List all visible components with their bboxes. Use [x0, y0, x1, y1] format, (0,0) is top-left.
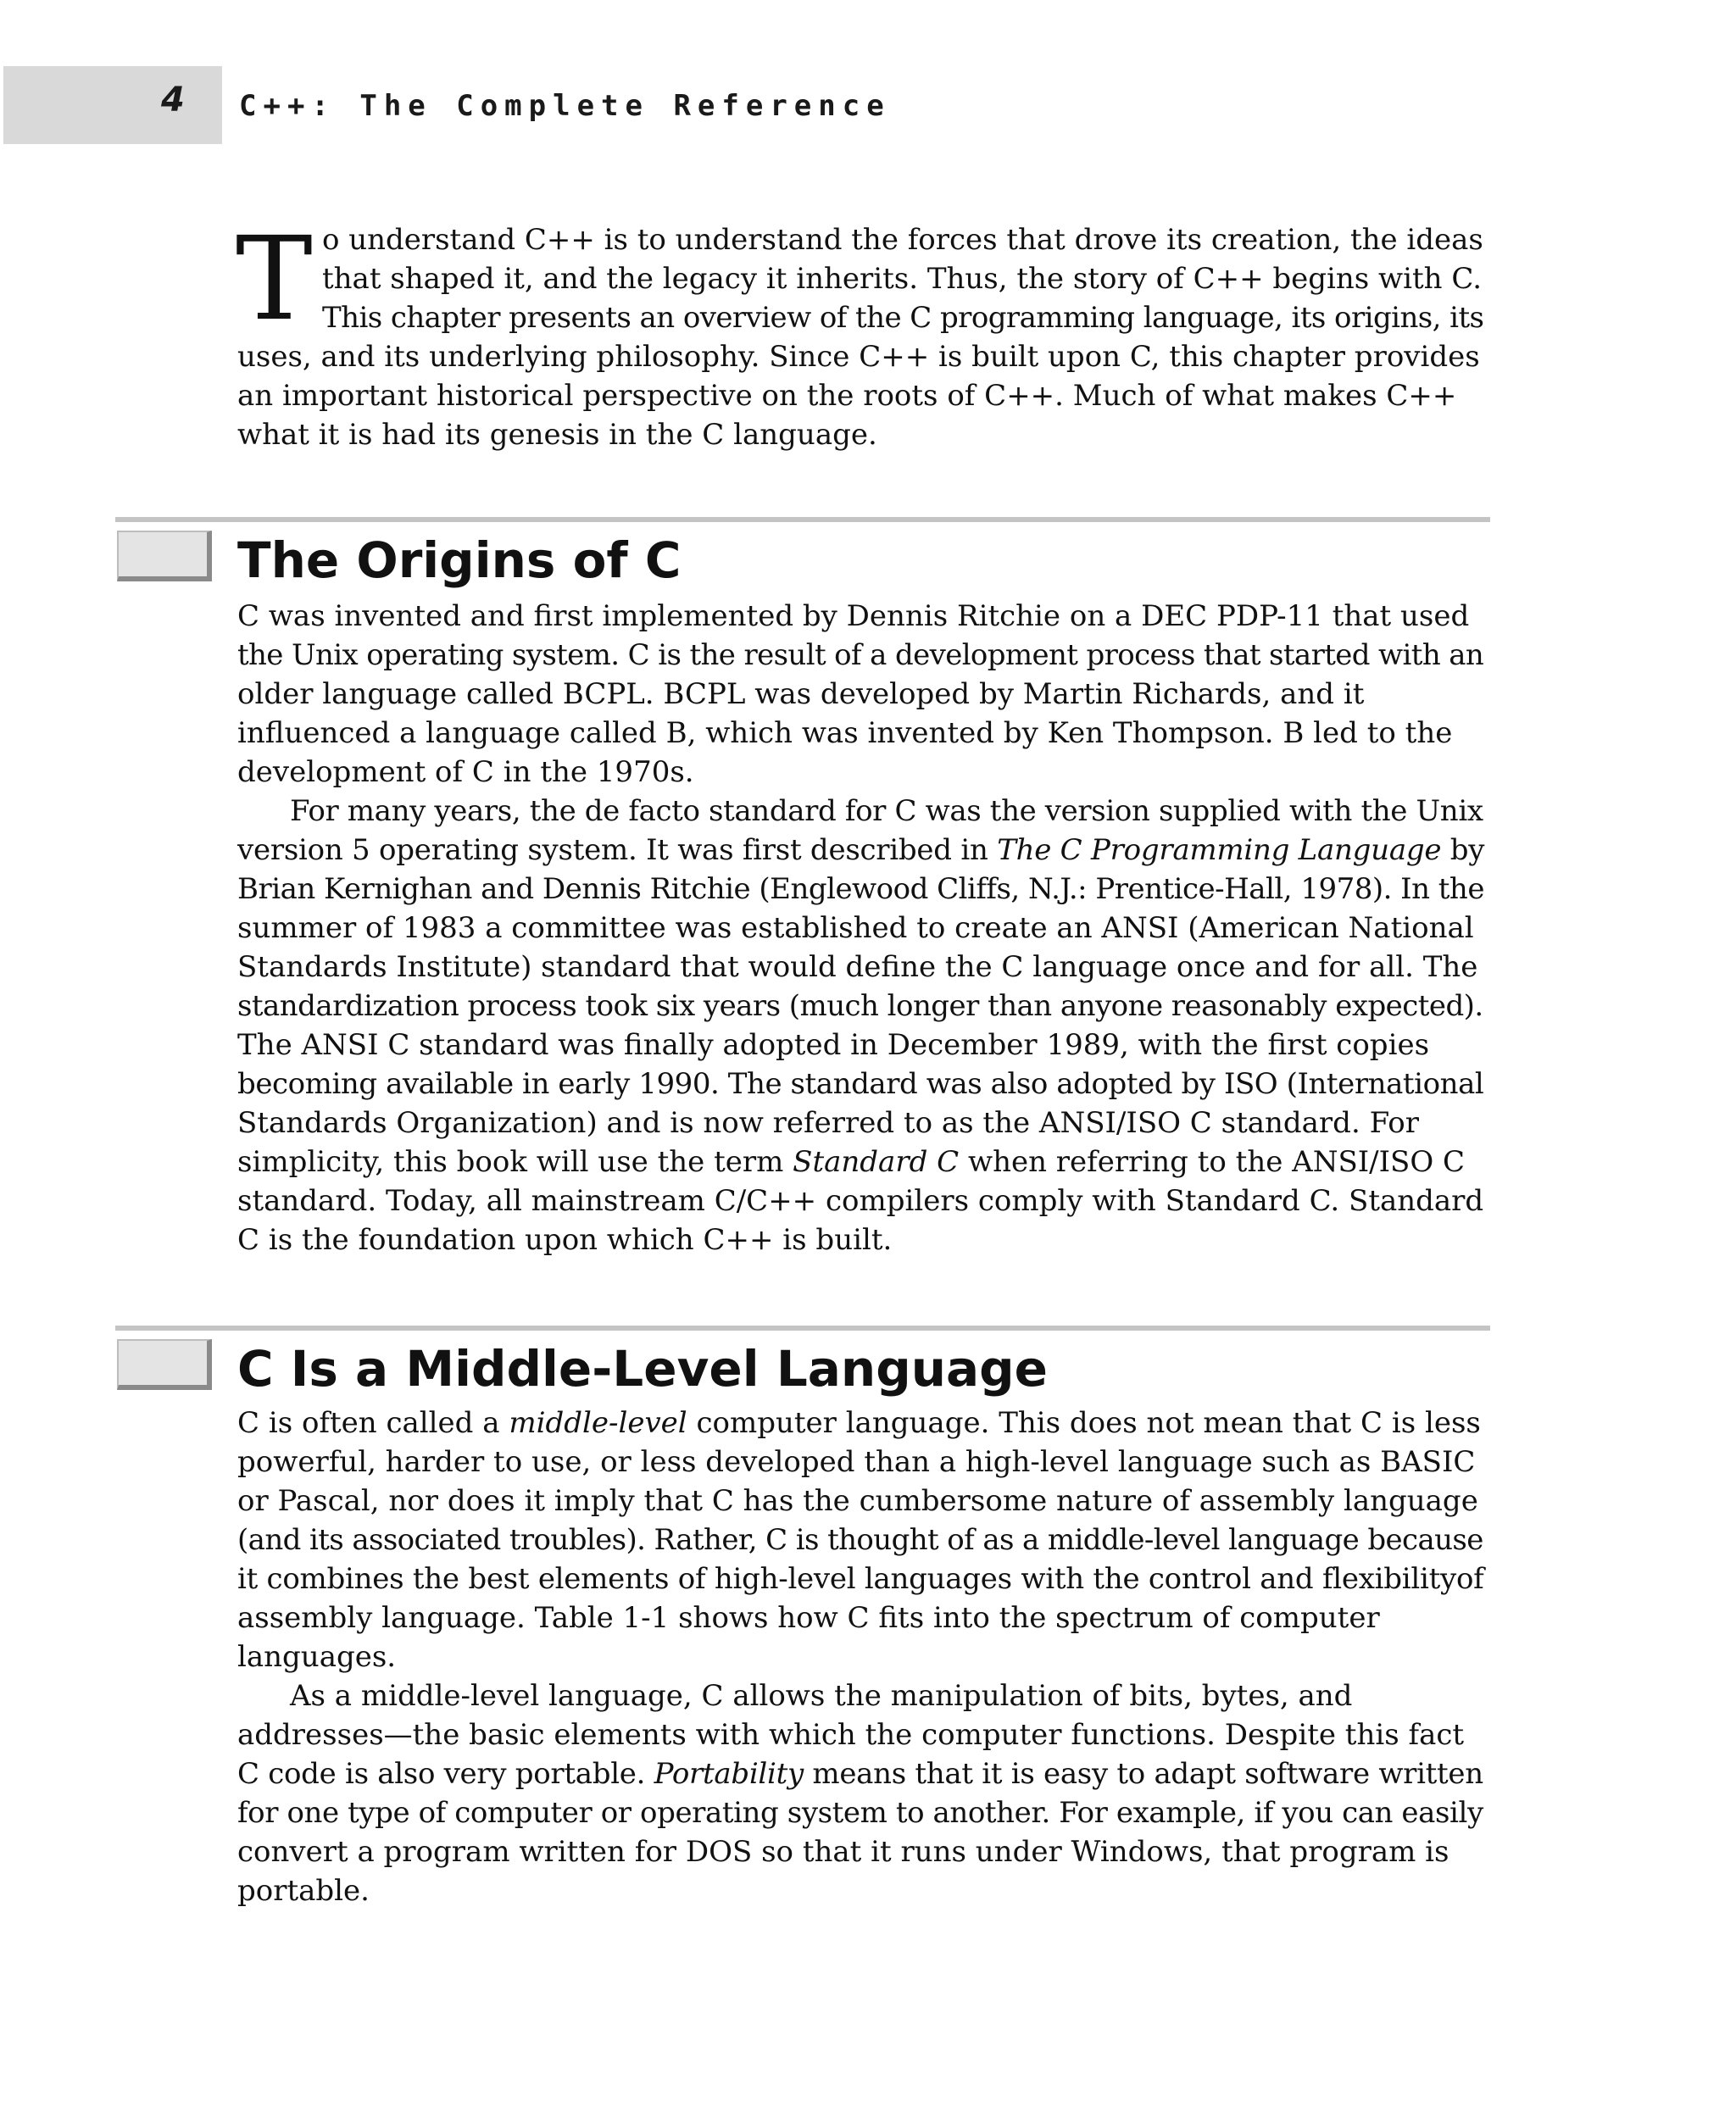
section-title-middle-level: C Is a Middle-Level Language: [237, 1340, 1049, 1398]
text-line: (and its associated troubles). Rather, C is thought of as a middle-level language because: [237, 1523, 1483, 1557]
text-line: C code is also very portable. Portability means that it is easy to adapt software written: [237, 1757, 1483, 1791]
text-line: development of C in the 1970s.: [237, 755, 694, 789]
text-line: version 5 operating system. It was first described in The C Programming Language by: [237, 833, 1485, 867]
origins-paragraph-2: [237, 792, 1483, 1259]
text-line: for one type of computer or operating system to another. For example, if you can easily: [237, 1796, 1483, 1830]
text-line: summer of 1983 a committee was established to create an ANSI (American National: [237, 911, 1474, 945]
term-standard-c: Standard C: [793, 1145, 960, 1179]
text-line: convert a program written for DOS so that it runs under Windows, that program is: [237, 1835, 1449, 1869]
section-rule: [115, 1326, 1490, 1331]
text-line: assembly language. Table 1-1 shows how C fits into the spectrum of computer: [237, 1601, 1380, 1635]
text-line: Standards Organization) and is now referred to as the ANSI/ISO C standard. For: [237, 1106, 1420, 1140]
text-line: older language called BCPL. BCPL was developed by Martin Richards, and it: [237, 677, 1365, 711]
header-tab: [3, 66, 222, 144]
book-title: The C Programming Language: [997, 833, 1442, 867]
term-middle-level: middle-level: [509, 1406, 687, 1440]
text-line: languages.: [237, 1640, 397, 1674]
middle-level-paragraph-1: [237, 1404, 1483, 1676]
text-line: influenced a language called B, which was invented by Ken Thompson. B led to the: [237, 716, 1453, 750]
text-line: the Unix operating system. C is the result of a development process that started with an: [237, 638, 1484, 672]
text-line: Brian Kernighan and Dennis Ritchie (Englewood Cliffs, N.J.: Prentice-Hall, 1978). In the: [237, 872, 1484, 906]
running-head: C++: The Complete Reference: [239, 89, 891, 123]
page-number: 4: [161, 81, 185, 120]
text-line: As a middle-level language, C allows the manipulation of bits, bytes, and: [290, 1679, 1353, 1713]
text-line: C is often called a middle-level computer language. This does not mean that C is less: [237, 1406, 1481, 1440]
intro-line: that shaped it, and the legacy it inherits. Thus, the story of C++ begins with C.: [322, 262, 1483, 296]
text-line: For many years, the de facto standard for C was the version supplied with the Unix: [290, 794, 1483, 828]
text-line: standardization process took six years (much longer than anyone reasonably expected).: [237, 989, 1483, 1023]
section-rule: [115, 517, 1490, 522]
text-line: The ANSI C standard was finally adopted in December 1989, with the first copies: [237, 1028, 1430, 1062]
text-line: or Pascal, nor does it imply that C has the cumbersome nature of assembly language: [237, 1484, 1478, 1518]
text-line: C was invented and first implemented by Dennis Ritchie on a DEC PDP-11 that used: [237, 599, 1470, 633]
intro-paragraph: [236, 213, 1484, 454]
text-line: addresses—the basic elements with which the computer functions. Despite this fact: [237, 1718, 1465, 1752]
intro-line: what it is had its genesis in the C language.: [237, 418, 877, 452]
text-line: standard. Today, all mainstream C/C++ compilers comply with Standard C. Standard: [237, 1184, 1484, 1218]
intro-line: an important historical perspective on the roots of C++. Much of what makes C++: [237, 379, 1457, 413]
section-marker: [117, 531, 212, 581]
intro-line: o understand C++ is to understand the forces that drove its creation, the ideas: [322, 223, 1483, 257]
text-line: Standards Institute) standard that would define the C language once and for all. The: [237, 950, 1478, 984]
intro-line: uses, and its underlying philosophy. Since C++ is built upon C, this chapter provides: [237, 340, 1480, 374]
section-marker: [117, 1339, 212, 1390]
middle-level-paragraph-2: [237, 1676, 1483, 1910]
text-line: becoming available in early 1990. The standard was also adopted by ISO (International: [237, 1067, 1484, 1101]
drop-cap: T: [236, 213, 313, 347]
term-portability: Portability: [654, 1757, 804, 1791]
text-line: it combines the best elements of high-level languages with the control and flexibilityof: [237, 1562, 1484, 1596]
text-line: portable.: [237, 1874, 370, 1908]
origins-paragraph-1: [237, 597, 1483, 792]
section-title-origins: The Origins of C: [237, 531, 682, 589]
text-line: powerful, harder to use, or less developed than a high-level language such as BASIC: [237, 1445, 1476, 1479]
text-line: C is the foundation upon which C++ is built.: [237, 1223, 893, 1257]
intro-line: This chapter presents an overview of the C programming language, its origins, its: [322, 301, 1484, 335]
text-line: simplicity, this book will use the term Standard C when referring to the ANSI/ISO C: [237, 1145, 1466, 1179]
